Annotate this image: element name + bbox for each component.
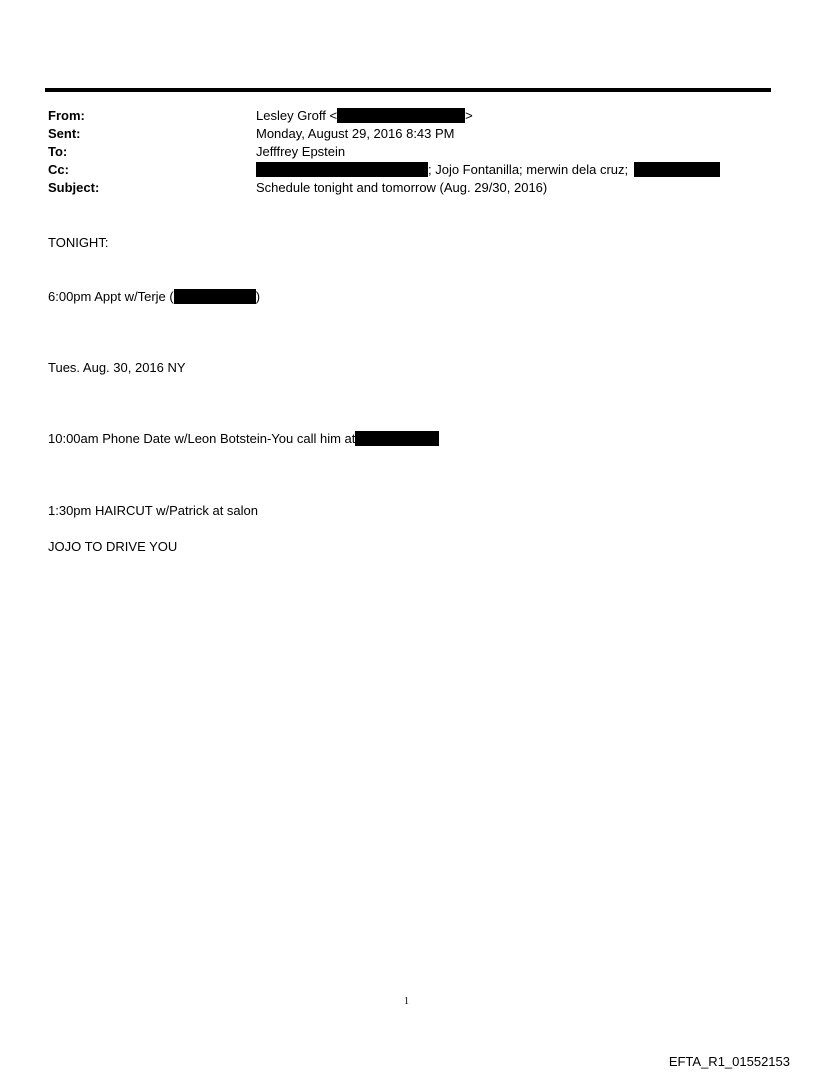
redaction-box — [355, 431, 439, 446]
sent-label: Sent: — [48, 126, 81, 141]
from-label: From: — [48, 108, 85, 123]
from-value — [256, 107, 473, 125]
to-label: To: — [48, 144, 68, 159]
header-divider — [45, 88, 771, 92]
cc-value — [256, 161, 720, 179]
appointment-close: ) — [255, 289, 261, 304]
cc-label: Cc: — [48, 162, 69, 177]
subject-value: Schedule tonight and tomorrow (Aug. 29/30, 2016) — [256, 180, 548, 195]
subject-label: Subject: — [48, 180, 100, 195]
phone-date-text: 10:00am Phone Date w/Leon Botstein-You call him at — [48, 431, 356, 446]
tonight-heading: TONIGHT: — [48, 235, 109, 250]
from-close: > — [465, 108, 473, 123]
drive-line: JOJO TO DRIVE YOU — [48, 539, 178, 554]
redaction-box — [256, 162, 428, 177]
bates-id: EFTA_R1_01552153 — [668, 1054, 790, 1069]
sent-value: Monday, August 29, 2016 8:43 PM — [256, 126, 455, 141]
appointment-text: 6:00pm Appt w/Terje ( — [48, 289, 174, 304]
redaction-box — [337, 108, 465, 123]
page-number: 1 — [404, 996, 409, 1007]
cc-visible-recipients: ; Jojo Fontanilla; merwin dela cruz; — [428, 162, 629, 177]
redaction-box — [634, 162, 720, 177]
appointment-line — [48, 288, 260, 306]
haircut-line: 1:30pm HAIRCUT w/Patrick at salon — [48, 503, 258, 518]
redaction-box — [174, 289, 256, 304]
phone-date-line — [48, 430, 439, 448]
tuesday-heading: Tues. Aug. 30, 2016 NY — [48, 360, 186, 375]
to-value: Jefffrey Epstein — [256, 144, 346, 159]
from-name: Lesley Groff < — [256, 108, 338, 123]
